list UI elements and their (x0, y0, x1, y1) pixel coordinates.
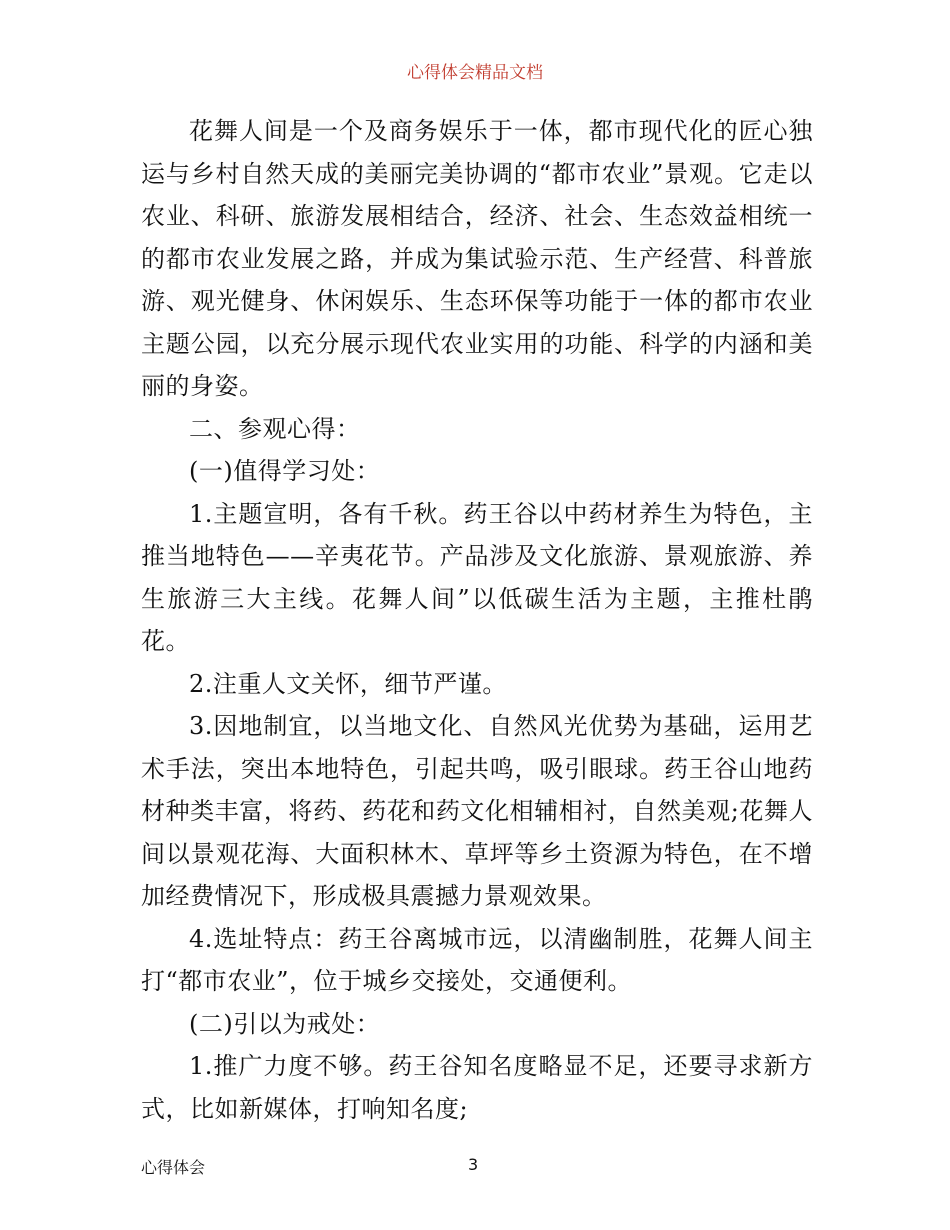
paragraph-point-1: 1.主题宣明，各有千秋。药王谷以中药材养生为特色，主推当地特色——辛夷花节。产品涉及文化旅游、景观旅游、养生旅游三大主线。花舞人间”以低碳生活为主题，主推杜鹃花。 (141, 499, 813, 655)
page-header: 心得体会精品文档 (407, 63, 543, 83)
paragraph-lesson-1: 1.推广力度不够。药王谷知名度略显不足，还要寻求新方式，比如新媒体，打响知名度; (141, 1052, 813, 1123)
section-heading-visit-reflections: 二、参观心得： (189, 414, 361, 443)
footer-label: 心得体会 (141, 1158, 206, 1177)
subsection-heading-worth-learning: (一)值得学习处： (189, 457, 381, 485)
paragraph-point-4: 4.选址特点：药王谷离城市远，以清幽制胜，花舞人间主打“都市农业”，位于城乡交接处，交通便利。 (141, 924, 813, 995)
subsection-heading-lessons: (二)引以为戒处： (189, 1009, 381, 1038)
paragraph-point-3: 3.因地制宜，以当地文化、自然风光优势为基础，运用艺术手法，突出本地特色，引起共鸣，吸引眼球。药王谷山地药材种类丰富，将药、药花和药文化相辅相衬，自然美观;花舞人间以景观花海、大面积林木、草坪等乡土资源为特色，在不增加经费情况下，形成极具震撼力景观效果。 (141, 712, 813, 910)
document-body (141, 110, 813, 1130)
page-number: 3 (468, 1155, 479, 1174)
paragraph-intro: 花舞人间是一个及商务娱乐于一体，都市现代化的匠心独运与乡村自然天成的美丽完美协调的“都市农业”景观。它走以农业、科研、旅游发展相结合，经济、社会、生态效益相统一的都市农业发展之路，并成为集试验示范、生产经营、科普旅游、观光健身、休闲娱乐、生态环保等功能于一体的都市农业主题公园，以充分展示现代农业实用的功能、科学的内涵和美丽的身姿。 (141, 117, 813, 400)
paragraph-point-2: 2.注重人文关怀，细节严谨。 (189, 669, 507, 698)
